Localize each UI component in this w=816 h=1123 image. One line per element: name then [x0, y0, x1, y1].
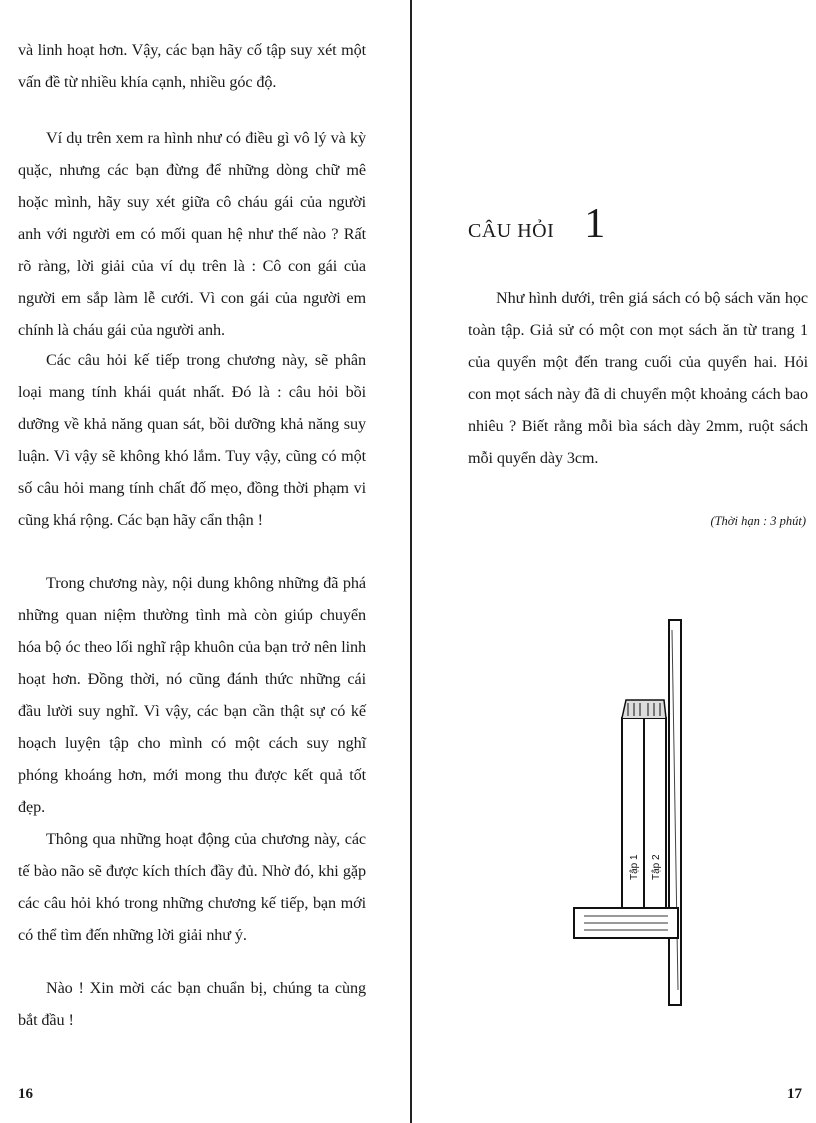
left-page-number: 16	[18, 1086, 33, 1102]
time-limit: (Thời hạn : 3 phút)	[710, 514, 806, 528]
left-paragraph-6: Nào ! Xin mời các bạn chuẩn bị, chúng ta cùng bắt đầu !	[18, 979, 366, 1029]
book-1-label: Tập 1	[629, 854, 640, 880]
bookshelf-figure	[564, 610, 794, 1010]
book-2-label: Tập 2	[651, 854, 662, 880]
left-paragraph-3: Các câu hỏi kế tiếp trong chương này, sẽ phân loại mang tính khái quát nhất. Đó là : câu hỏi bồi dưỡng về khả năng quan sát, bồi dưỡng khả năng suy luận. Vì vậy sẽ không khó lắm. Tuy vậy, cũng có một số câu hỏi mang tính chất đố mẹo, đồng thời phạm vi cũng khá rộng. Các bạn hãy cẩn thận !	[18, 351, 366, 529]
book-page-edges	[622, 700, 666, 718]
question-body: Như hình dưới, trên giá sách có bộ sách văn học toàn tập. Giả sử có một con mọt sách ăn từ trang 1 của quyển một đến trang cuối của quyển hai. Hỏi con mọt sách này đã di chuyển một khoảng cách bao nhiêu ? Biết rằng mỗi bìa sách dày 2mm, ruột sách mỗi quyển dày 3cm.	[468, 289, 808, 467]
question-label: CÂU HỎI	[468, 220, 555, 242]
book-spine-divider	[410, 0, 412, 1123]
right-page-number: 17	[787, 1086, 802, 1102]
left-paragraph-2: Ví dụ trên xem ra hình như có điều gì vô lý và kỳ quặc, nhưng các bạn đừng để những dòng chữ mê hoặc mình, hãy suy xét giữa cô cháu gái của người anh với người em có mối quan hệ như thế nào ? Rất rõ ràng, lời giải của ví dụ trên là : Cô con gái của người em sắp làm lễ cưới. Vì con gái của người em chính là cháu gái của người anh.	[18, 129, 366, 339]
question-heading	[468, 200, 605, 248]
left-paragraph-4: Trong chương này, nội dung không những đã phá những quan niệm thường tình mà còn giúp chuyển hóa bộ óc theo lối nghĩ rập khuôn của bạn trở nên linh hoạt hơn. Đồng thời, nó cũng đánh thức những cái đầu lười suy nghĩ. Vì vậy, các bạn cần thật sự có kế hoạch luyện tập cho mình có một cách suy nghĩ phóng khoáng hơn, mới mong thu được kết quả tốt đẹp.	[18, 574, 366, 816]
bookshelf-illustration	[564, 610, 794, 1010]
left-paragraph-1: và linh hoạt hơn. Vậy, các bạn hãy cố tập suy xét một vấn đề từ nhiều khía cạnh, nhiều góc độ.	[18, 41, 366, 91]
right-page	[414, 0, 816, 1123]
question-number: 1	[584, 201, 606, 247]
left-paragraph-5: Thông qua những hoạt động của chương này, các tế bào não sẽ được kích thích đầy đủ. Nhờ đó, khi gặp các câu hỏi khó trong những chương kế tiếp, bạn mới có thể tìm đến những lời giải như ý.	[18, 830, 366, 944]
